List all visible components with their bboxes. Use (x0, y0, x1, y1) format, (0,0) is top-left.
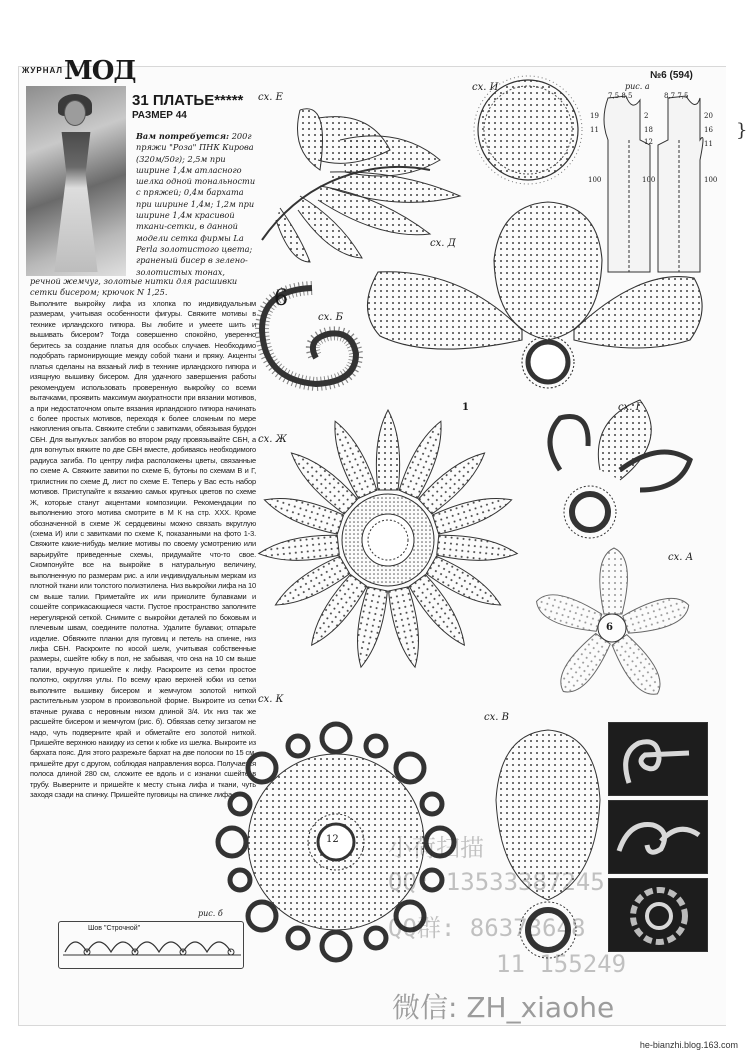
motif-photos (608, 722, 708, 954)
materials-label: Вам потребуется: (136, 131, 230, 141)
magazine-logo: МОД (64, 56, 136, 86)
scheme-a-number: 6 (606, 622, 613, 633)
figure-a-dim-19: 19 (590, 112, 599, 120)
materials-continued: речной жемчуг, золотые нитки для расшивки сетки бисером; крючок N 1,25. (30, 276, 238, 298)
figure-a-dim-2: 2 (644, 112, 649, 120)
figure-a-dim-100-left: 100 (588, 176, 602, 184)
footer-site: he-bianzhi.blog.163.com (639, 1040, 738, 1050)
scheme-zh-flower (257, 410, 518, 670)
scheme-e-label: сх. Е (258, 92, 283, 103)
scheme-zh-label: сх. Ж (258, 434, 287, 445)
pattern-title: 31 ПЛАТЬЕ***** (132, 92, 244, 109)
figure-a-dim-11-left: 11 (590, 126, 599, 134)
figure-b-caption: рис. б (198, 909, 223, 918)
figure-a-dim-18: 18 (644, 126, 653, 134)
watermark-line-2: QQ: 13533387245 (388, 868, 605, 896)
scheme-k-label: сх. К (258, 694, 284, 705)
figure-a-caption: рис. а (625, 82, 650, 91)
scheme-d-label: сх. Д (430, 238, 456, 249)
figure-a-dim-100-right: 100 (704, 176, 718, 184)
figure-a-dims-right: 8,7 7,5 (664, 92, 689, 100)
watermark-line-4: 11 155249 (496, 950, 627, 978)
watermark-line-1: 小荷扫描 (388, 834, 484, 862)
instructions-text: Выполните выкройку лифа из хлопка по индивидуальным размерам, учитывая особенности фигуры. Свяжите мотивы в технике ирландского гипюра. Вы любите и умеете шить и вышивать бисером? Тогда совершенно спокойно, уверенно беритесь за создание платья для особых случаев. Необходимо подобрать гармонирующие между собой ткани и пряжу. Акценты платья сделаны на вязаный лиф в технике ирландского гипюра и изящную вышивку бисером. Для удачного завершения работы рекомендуем использовать проверенную выкройку со всеми вытачками, проявить максимум аккуратности при вязании мотивов, а при недостаточном опыте вязания ирландского гипюра начинать с более простых мотивов, переходя к более сложным по мере накопления опыта. Свяжите стебли с завитками, обвязывая бурдон СБН. Для выпуклых загибов во втором ряду провязывайте СБН, а для вогнутых вяжите по две СБН вместе, добиваясь необходимого радиуса загиба. По центру лифа расположены цветы, связанные по схеме А. Свяжите завитки по схеме Б, бутоны по схемам В и Г, трилистник по схеме Д, лист по схеме Е. Теперь у Вас есть набор мотивов. Приступайте к вязанию самых крупных цветов по схеме Ж, которые станут акцентами композиции. Рекомендации по выполнению этого мотива смотрите в М К на стр. XXX. Кроме обозначенной в схеме Ж сердцевины можно связать вкруглую (схема И) или с завитками по схеме К, показанными на фото 1-3. Свяжите какие-нибудь мелкие мотивы по своему усмотрению или варьируйте приведенные схемы, придумайте что-то свое. Скомпонуйте все на выкройке в натуральную величину, выполненную по размерам рис. а или индивидуальным меркам из плотной ткани или толстого полиэтилена. Низ выкройки лифа на 10 см выше талии. Приметайте их или приколите булавками и сошейте соприкасающиеся части. Пустое пространство заполните нерегулярной сеткой. Снимите с выкройки деталей по боковым и плечевым швам, соедините полотна. Удалите булавки; отпарьте изделие. Обвяжите планки для пуговиц и петель на спинке, низ лифа СБН. Раскроите по косой шелк, учитывая собственные размеры, сшейте юбку в пол, не забывая, что она на 10 см выше талии, вручную пришейте к лифу. Раскроите из сетки простое полотно, округляя углы. По всему краю верхней юбки из сетки выполните вышивку бисером и жемчугом золотой ниткой растительным узором в произвольной форме. Выкроите из сетки втачные рукава с неровным низом длиной 3/4. Их низ так же расшейте бисером и жемчугом (рис. б). Обвязав сетку зигзагом не надо, чуть подверните край и обметайте его золотой ниткой. Пришейте верхнюю накидку из сетки к юбке из шелка. Выкроите из бархата пояс. Для этого разрежьте бархат на две полоски по 15 см, пришейте друг с другом, соблюдая направления ворса. Получается полоса длиной 280 см, сложите ее вдоль и с изнанки сшейте в трубу. Выверните и пришейте к месту стыка лифа и ткани, чуть заходя сзади на спинку. Пришейте пуговицы на спинке лифа. (30, 299, 256, 800)
scheme-i-label: сх. И (472, 82, 499, 93)
scheme-b-label: сх. Б (318, 312, 343, 323)
magazine-small-label: ЖУРНАЛ (22, 66, 64, 75)
motif-photo-1 (608, 722, 708, 796)
materials-list: 200г пряжи "Роза" ПНК Кирова (320м/50г); 2,5м при ширине 1,4м атласного шелка одной тональности с пряжей; 0,4м бархата при ширине 1,4м; 1,2м при ширине 1,4м красивой ткани-сетки, в данной модели сетка фирмы La Perla золотистого цвета; граненый бисер в зелено-золотистых тонах, (136, 131, 256, 277)
scheme-g-label: сх. Г (618, 402, 643, 413)
figure-a-pattern (604, 96, 703, 272)
figure-a-dim-100-mid: 100 (642, 176, 656, 184)
motif-photo-2 (608, 800, 708, 874)
side-cut-mark: } (736, 120, 748, 141)
scheme-a-label: сх. А (668, 552, 694, 563)
scheme-b-number: 6 (274, 286, 288, 311)
scheme-g-bud (550, 400, 690, 538)
figure-a-dim-11-right: 11 (704, 140, 713, 148)
pattern-size: РАЗМЕР 44 (132, 110, 187, 121)
scheme-v-label: сх. В (484, 712, 509, 723)
figure-a-dims-left: 7,5 8,5 (608, 92, 633, 100)
figure-a-dim-20: 20 (704, 112, 713, 120)
watermark-line-3: QQ群: 86373648 (388, 914, 586, 942)
motif-photo-3 (608, 878, 708, 952)
figure-a-dim-12: 12 (644, 138, 653, 146)
watermark-wechat: 微信: ZH_xiaohe (392, 991, 615, 1024)
scheme-k-number: 12 (326, 834, 339, 845)
figure-a-dim-16: 16 (704, 126, 713, 134)
scheme-zh-number: 1 (462, 402, 469, 413)
issue-number: №6 (594) (650, 70, 693, 81)
stitch-label: Шов "Строчной" (88, 925, 141, 932)
